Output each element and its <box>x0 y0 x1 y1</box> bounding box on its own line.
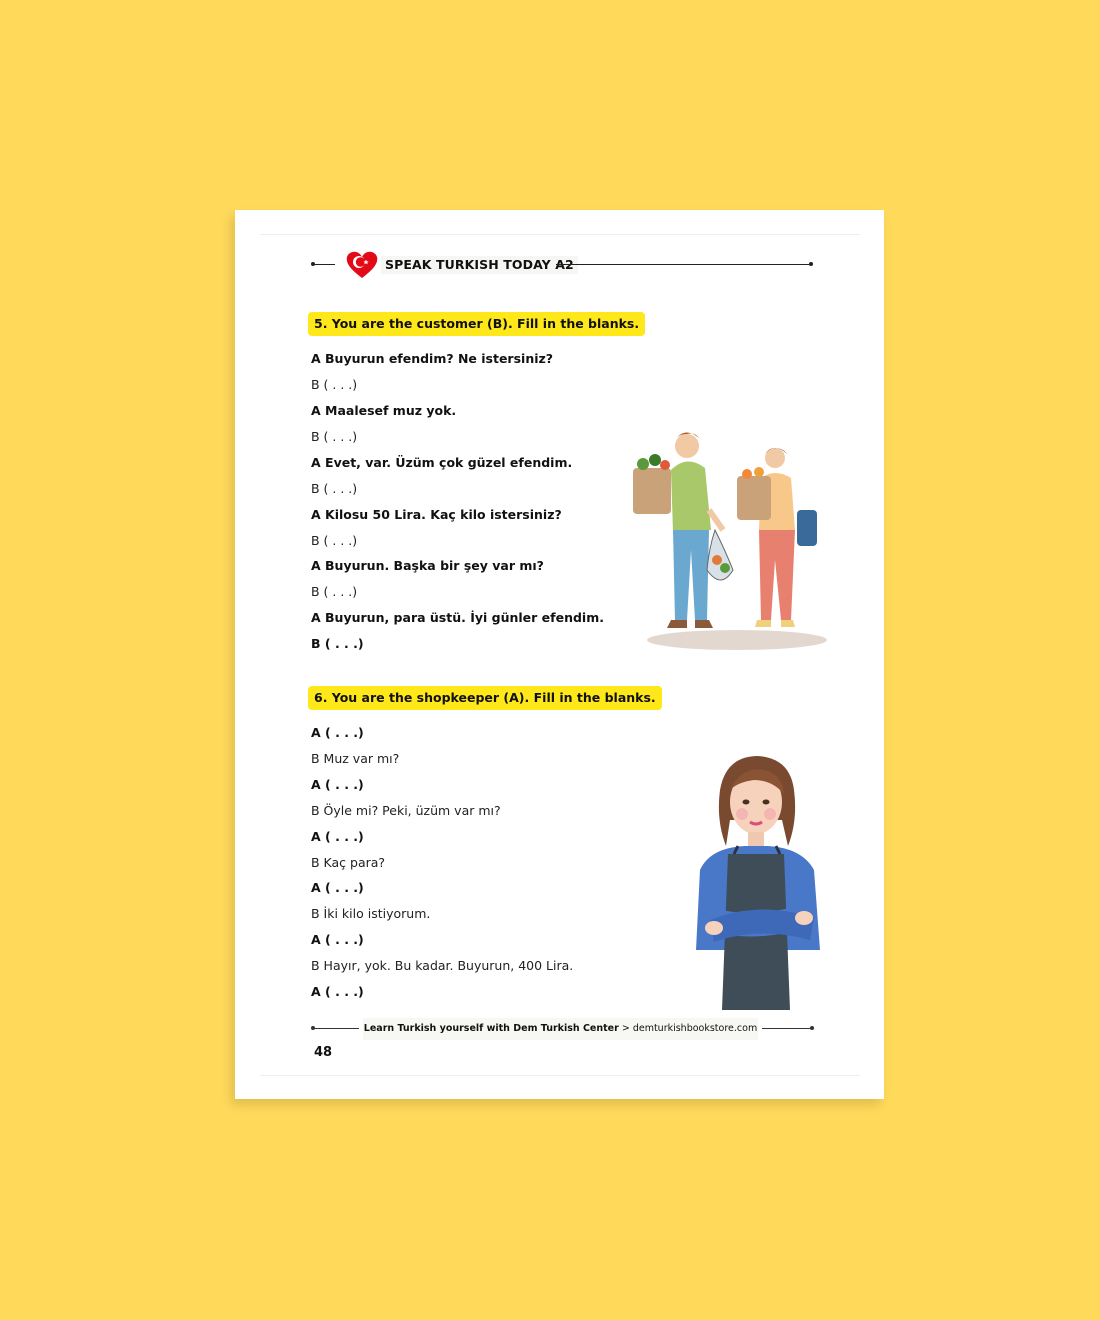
s5-line-5: A Evet, var. Üzüm çok güzel efendim. <box>311 455 573 470</box>
section-5-title: 5. You are the customer (B). Fill in the blanks. <box>308 312 645 336</box>
s5-line-8: B ( . . .) <box>311 533 358 548</box>
s5-line-7: A Kilosu 50 Lira. Kaç kilo istersiniz? <box>311 507 562 522</box>
header-rule-right <box>556 264 811 265</box>
s6-line-7: A ( . . .) <box>311 880 364 895</box>
s5-line-11: A Buyurun, para üstü. İyi günler efendim. <box>311 610 604 625</box>
s6-line-4: B Öyle mi? Peki, üzüm var mı? <box>311 803 501 818</box>
s6-line-5: A ( . . .) <box>311 829 364 844</box>
page-number: 48 <box>314 1045 333 1060</box>
s6-line-2: B Muz var mı? <box>311 751 400 766</box>
section-6-title: 6. You are the shopkeeper (A). Fill in the blanks. <box>308 686 662 710</box>
book-page <box>235 210 884 1099</box>
footer-rule-left <box>313 1028 359 1029</box>
s5-line-12: B ( . . .) <box>311 636 364 651</box>
s5-line-10: B ( . . .) <box>311 584 358 599</box>
header-rule-left <box>313 264 335 265</box>
s6-line-8: B İki kilo istiyorum. <box>311 906 431 921</box>
s6-line-9: A ( . . .) <box>311 932 364 947</box>
s6-line-11: A ( . . .) <box>311 984 364 999</box>
footer-rule-right <box>762 1028 812 1029</box>
page-header <box>313 248 813 280</box>
footer-url-link[interactable]: demturkishbookstore.com <box>632 1023 758 1034</box>
s6-line-3: A ( . . .) <box>311 777 364 792</box>
s6-line-10: B Hayır, yok. Bu kadar. Buyurun, 400 Lira. <box>311 958 574 973</box>
footer-text <box>363 1018 758 1040</box>
shoppers-illustration <box>625 420 830 655</box>
page-footer <box>313 1018 813 1048</box>
s5-line-3: A Maalesef muz yok. <box>311 403 457 418</box>
header-title: SPEAK TURKISH TODAY A2 <box>381 256 578 274</box>
s5-line-2: B ( . . .) <box>311 377 358 392</box>
s5-line-1: A Buyurun efendim? Ne istersiniz? <box>311 351 554 366</box>
s6-line-1: A ( . . .) <box>311 725 364 740</box>
s5-line-9: A Buyurun. Başka bir şey var mı? <box>311 558 544 573</box>
turkish-flag-heart-icon <box>345 250 379 280</box>
footer-separator: > <box>618 1023 633 1034</box>
s5-line-6: B ( . . .) <box>311 481 358 496</box>
shopkeeper-illustration <box>690 750 830 1015</box>
s6-line-6: B Kaç para? <box>311 855 386 870</box>
s5-line-4: B ( . . .) <box>311 429 358 444</box>
footer-slogan: Learn Turkish yourself with Dem Turkish Center <box>363 1023 619 1034</box>
